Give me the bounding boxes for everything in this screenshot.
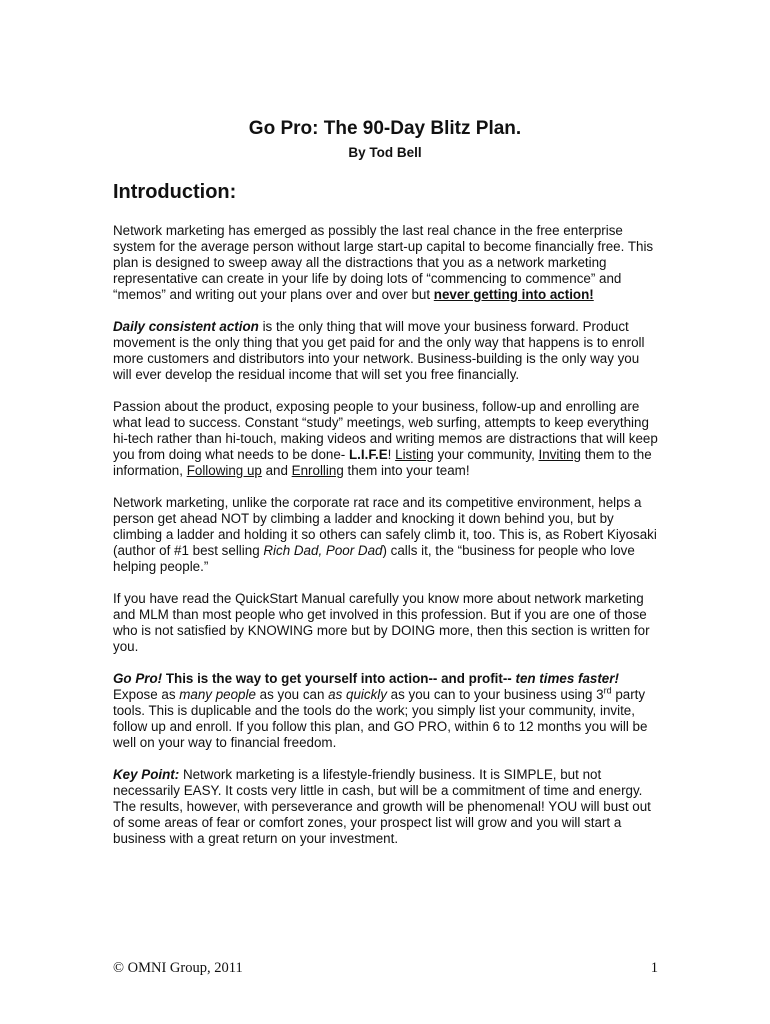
body-text: [113, 223, 658, 863]
paragraph-3: [113, 399, 658, 479]
p6-many: many people: [179, 687, 256, 702]
p6-text-1: Expose as: [113, 687, 180, 702]
p3-text-4: and: [261, 463, 292, 478]
p3-listing: Listing: [395, 447, 434, 462]
p1-text: Network marketing has emerged as possibly the last real chance in the free enterprise system for the average person without large start-up capital to become financially free. This plan is designed to sweep away all the distractions that you as a network marketing representative can create in your life by doing lots of “commencing to commence” and “memos” and writing out your plans over and over but: [113, 223, 654, 302]
page-number: 1: [650, 960, 658, 976]
p6-lead: Go Pro!: [113, 671, 163, 686]
p6-text-3: as you can to your business using 3: [386, 687, 604, 702]
document-title: Go Pro: The 90-Day Blitz Plan.: [248, 118, 522, 139]
p2-text: is the only thing that will move your business forward. Product movement is the only thing that you get paid for and the only way that happens is to enroll more customers and distributors into your network. Business-building is the only way you will ever develop the residual income that will set you free financially.: [113, 319, 645, 382]
p3-enrolling: Enrolling: [291, 463, 344, 478]
footer-copyright: © OMNI Group, 2011: [113, 960, 243, 976]
p4-text-1: Network marketing, unlike the corporate rat race and its competitive environment, helps a person get ahead NOT by climbing a ladder and knocking it down behind you, but by climbing a ladder and holding it so others can safely climb it, too. This is, as Robert Kiyosaki (author of #1 best selling: [113, 495, 657, 558]
p4-book-title: Rich Dad, Poor Dad: [263, 543, 383, 558]
paragraph-6: [113, 671, 658, 751]
p1-emphasis: never getting into action!: [433, 287, 594, 302]
paragraph-5: [113, 591, 658, 655]
p6-text-2: as you can: [255, 687, 329, 702]
paragraph-2: [113, 319, 658, 383]
section-heading: Introduction:: [113, 181, 237, 203]
p3-text-5: them into your team!: [343, 463, 470, 478]
p3-text-3: them to the information,: [113, 447, 652, 478]
p3-life: L.I.F.E: [348, 447, 388, 462]
p3-following: Following up: [186, 463, 262, 478]
p5-text: If you have read the QuickStart Manual carefully you know more about network marketing and MLM than most people who get involved in this profession. But if you are one of those who is not satisfied by KNOWING more but by DOING more, then this section is written for you.: [113, 591, 650, 654]
p6-text-4: party tools. This is duplicable and the tools do the work; you simply list your community, invite, follow up and enroll. If you follow this plan, and GO PRO, within 6 to 12 months you will be well on your way to financial freedom.: [113, 687, 648, 750]
p6-sup: rd: [603, 685, 612, 696]
p4-text-2: ) calls it, the “business for people who love helping people.”: [113, 543, 635, 574]
p3-bang: !: [387, 447, 396, 462]
p3-text-1: Passion about the product, exposing people to your business, follow-up and enrolling are what lead to success. Constant “study” meetings, web surfing, attempts to keep everything hi-tech rather than hi-touch, making videos and writing memos are distractions that will keep you from doing what needs to be done-: [113, 399, 658, 462]
paragraph-4: [113, 495, 658, 575]
paragraph-7: [113, 767, 658, 847]
p3-inviting: Inviting: [538, 447, 581, 462]
p3-text-2: your community,: [433, 447, 539, 462]
p2-lead: Daily consistent action: [113, 319, 259, 334]
paragraph-1: [113, 223, 658, 303]
p7-lead: Key Point:: [113, 767, 180, 782]
p6-quickly: as quickly: [328, 687, 387, 702]
p6-bold-italic: ten times faster!: [515, 671, 619, 686]
p7-text: Network marketing is a lifestyle-friendly business. It is SIMPLE, but not necessarily EASY. It costs very little in cash, but will be a commitment of time and energy. The results, however, with perseverance and growth will be phenomenal! YOU will bust out of some areas of fear or comfort zones, your prospect list will grow and you will start a business with a great return on your investment.: [113, 767, 651, 846]
p6-bold: This is the way to get yourself into action-- and profit--: [162, 671, 516, 686]
document-author: By Tod Bell: [348, 145, 422, 160]
